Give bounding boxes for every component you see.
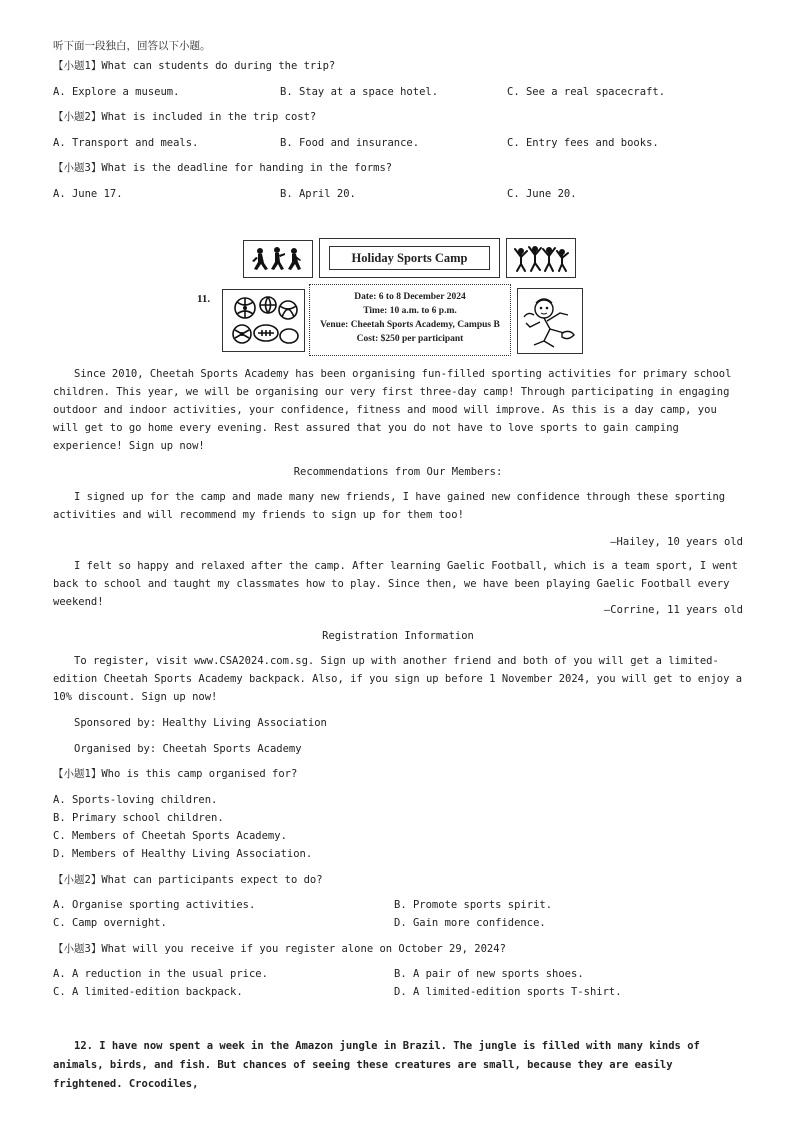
registration-heading: Registration Information [322, 630, 474, 642]
listening-q3-option-b[interactable]: B. April 20. [280, 188, 356, 200]
listening-q2-label: 【小题2】What is included in the trip cost? [53, 111, 317, 123]
listening-q2-option-a[interactable]: A. Transport and meals. [53, 137, 199, 149]
dancing-figures-icon [506, 238, 576, 278]
recommendation-corrine-author: —Corrine, 11 years old [603, 604, 743, 616]
q11-1-option-c[interactable]: C. Members of Cheetah Sports Academy. [53, 830, 287, 842]
sponsor-line: Sponsored by: Healthy Living Association [74, 717, 327, 729]
poster-title: Holiday Sports Camp [351, 251, 468, 265]
listening-q3-option-a[interactable]: A. June 17. [53, 188, 123, 200]
recommendation-corrine: I felt so happy and relaxed after the camp. After learning Gaelic Football, which is a team sport, I went back to school and taught my classmates how to play. Since then, we have been playing Gaelic Football every weekend! [53, 560, 738, 608]
poster-title-frame [319, 238, 500, 278]
listening-q1-option-c[interactable]: C. See a real spacecraft. [507, 86, 666, 98]
running-figures-icon [243, 240, 313, 278]
poster-cost: Cost: $250 per participant [356, 334, 464, 344]
q11-3-option-a[interactable]: A. A reduction in the usual price. [53, 968, 268, 980]
q11-1-option-b[interactable]: B. Primary school children. [53, 812, 224, 824]
q11-3-label: 【小题3】What will you receive if you register alone on October 29, 2024? [53, 943, 506, 955]
recommendation-hailey: I signed up for the camp and made many new friends, I have gained new confidence through these sporting activities and will recommend my friends to sign up for them too! [53, 491, 726, 521]
recommendations-heading: Recommendations from Our Members: [293, 466, 503, 478]
listening-q2-option-b[interactable]: B. Food and insurance. [280, 137, 420, 149]
q11-2-option-a[interactable]: A. Organise sporting activities. [53, 899, 256, 911]
sports-balls-icon [222, 289, 305, 352]
q11-1-option-a[interactable]: A. Sports-loving children. [53, 794, 218, 806]
organiser-line: Organised by: Cheetah Sports Academy [74, 743, 302, 755]
listening-q3-label: 【小题3】What is the deadline for handing in the forms? [53, 162, 393, 174]
q11-3-option-c[interactable]: C. A limited-edition backpack. [53, 986, 243, 998]
poster-details-box [309, 284, 511, 356]
listening-q1-option-b[interactable]: B. Stay at a space hotel. [280, 86, 439, 98]
q11-3-option-d[interactable]: D. A limited-edition sports T-shirt. [394, 986, 622, 998]
listening-q1-label: 【小题1】What can students do during the trip? [53, 60, 336, 72]
q11-2-option-c[interactable]: C. Camp overnight. [53, 917, 167, 929]
q11-1-label: 【小题1】Who is this camp organised for? [53, 768, 298, 780]
question-number-11: 11. [197, 293, 211, 305]
listening-q1-option-a[interactable]: A. Explore a museum. [53, 86, 180, 98]
q11-3-option-b[interactable]: B. A pair of new sports shoes. [394, 968, 584, 980]
cartoon-kid-icon [517, 288, 583, 354]
poster-venue: Venue: Cheetah Sports Academy, Campus B [320, 320, 500, 330]
registration-text: To register, visit www.CSA2024.com.sg. Sign up with another friend and both of you will get a limited-edition Cheetah Sports Academy backpack. Also, if you sign up before 1 November 2024, you will get to enjoy a 10% discount. Sign up now! [53, 655, 743, 703]
recommendation-hailey-author: —Hailey, 10 years old [610, 536, 743, 548]
poster-title-inner-frame [329, 246, 490, 270]
q11-1-option-d[interactable]: D. Members of Healthy Living Association. [53, 848, 313, 860]
q11-2-label: 【小题2】What can participants expect to do? [53, 874, 323, 886]
poster-date: Date: 6 to 8 December 2024 [354, 292, 466, 302]
listening-q3-option-c[interactable]: C. June 20. [507, 188, 577, 200]
passage-12: 12. I have now spent a week in the Amazon jungle in Brazil. The jungle is filled with many kinds of animals, birds, and fish. But chances of seeing these creatures are small, because they are easily frightened. Crocodiles, [53, 1040, 700, 1090]
poster-time: Time: 10 a.m. to 6 p.m. [363, 306, 457, 316]
listening-intro: 听下面一段独白，回答以下小题。 [53, 40, 211, 52]
q11-2-option-d[interactable]: D. Gain more confidence. [394, 917, 546, 929]
article-intro: Since 2010, Cheetah Sports Academy has been organising fun-filled sporting activities for primary school children. This year, we will be organising our very first three-day camp! Through participating in engaging outdoor and indoor activities, your confidence, fitness and mood will improve. As this is a day camp, you will get to go home every evening. Rest assured that you do not have to love sports to gain camping experience! Sign up now! [53, 368, 732, 452]
listening-q2-option-c[interactable]: C. Entry fees and books. [507, 137, 659, 149]
q11-2-option-b[interactable]: B. Promote sports spirit. [394, 899, 553, 911]
